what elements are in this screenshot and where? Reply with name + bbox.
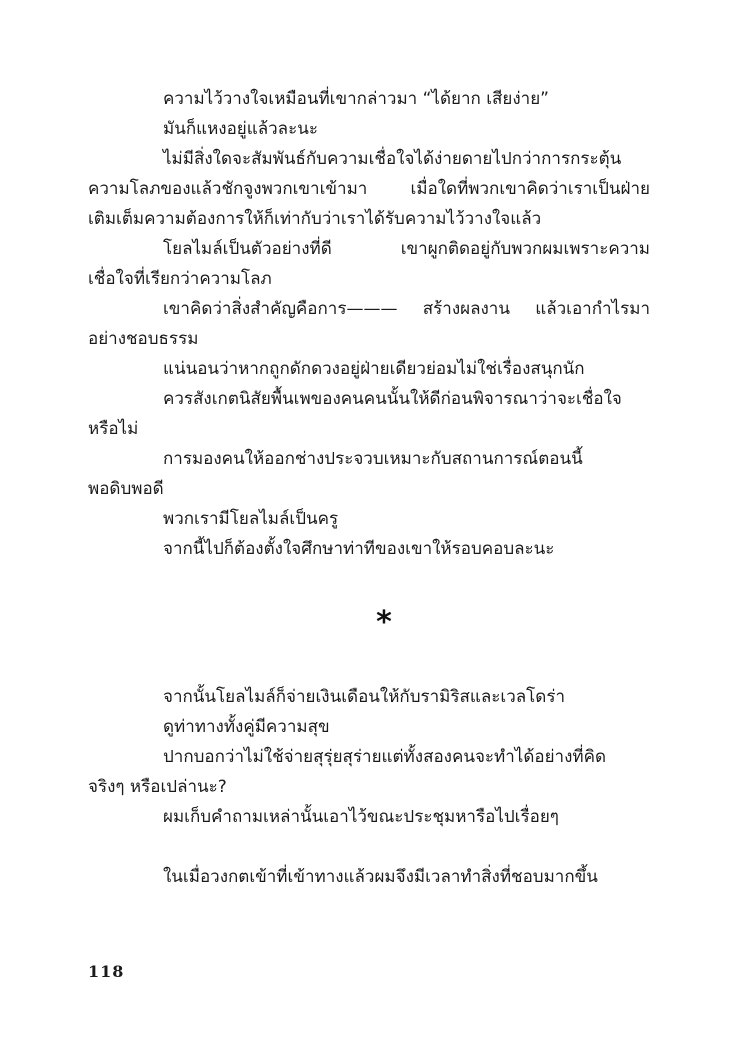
text-line-10: แน่นอนว่าหากถูกดักดวงอยู่ฝ่ายเดียวย่อมไม่ใช่เรื่องสนุกนัก	[163, 359, 585, 379]
text-line-16: จากนี้ไปก็ต้องตั้งใจศึกษาท่าทีของเขาให้รอบคอบละนะ	[163, 539, 555, 559]
text-line-1: ความไว้วางใจเหมือนที่เขากล่าวมา “ได้ยาก เสียง่าย”	[163, 89, 549, 109]
body-text	[88, 84, 650, 892]
text-line-12: หรือไม่	[88, 419, 139, 439]
scene-separator-asterisk: *	[376, 605, 392, 640]
text-line-4: ความโลภของแล้วชักจูงพวกเขาเข้ามา เมื่อใดที่พวกเขาคิดว่าเราเป็นฝ่าย	[88, 179, 650, 199]
text-line-2: มันก็แหงอยู่แล้วละนะ	[163, 119, 318, 139]
text-line-9: อย่างชอบธรรม	[88, 329, 199, 349]
paragraph-gap	[88, 832, 650, 862]
text-line-5: เติมเต็มความต้องการให้ก็เท่ากับว่าเราได้รับความไว้วางใจแล้ว	[88, 209, 542, 229]
text-line-13: การมองคนให้ออกช่างประจวบเหมาะกับสถานการณ์ตอนนี้	[163, 449, 583, 469]
text-line-8: เขาคิดว่าสิ่งสำคัญคือการ——— สร้างผลงาน แล้วเอากำไรมา	[163, 299, 650, 319]
section-gap-top	[88, 564, 650, 608]
text-line-7: เชื่อใจที่เรียกว่าความโลภ	[88, 269, 272, 289]
text-line-19: ปากบอกว่าไม่ใช้จ่ายสุรุ่ยสุร่ายแต่ทั้งสองคนจะทำได้อย่างที่คิด	[163, 747, 607, 767]
text-line-14: พอดิบพอดี	[88, 479, 164, 499]
text-line-17: จากนั้นโยลไมล์ก็จ่ายเงินเดือนให้กับรามิริสและเวลโดร่า	[163, 687, 566, 707]
text-line-21: ผมเก็บคำถามเหล่านั้นเอาไว้ขณะประชุมหารือไปเรื่อยๆ	[163, 807, 559, 827]
page-number: 118	[88, 962, 125, 981]
text-line-15: พวกเรามีโยลไมล์เป็นครู	[163, 509, 339, 529]
text-line-6: โยลไมล์เป็นตัวอย่างที่ดี เขาผูกติดอยู่กับพวกผมเพราะความ	[163, 239, 650, 259]
text-line-11: ควรสังเกตนิสัยพื้นเพของคนคนนั้นให้ดีก่อนพิจารณาว่าจะเชื่อใจ	[163, 389, 622, 409]
text-line-18: ดูท่าทางทั้งคู่มีความสุข	[163, 717, 330, 737]
text-line-22: ในเมื่อวงกตเข้าที่เข้าทางแล้วผมจึงมีเวลาทำสิ่งที่ชอบมากขึ้น	[163, 867, 598, 887]
text-line-20: จริงๆ หรือเปล่านะ?	[88, 777, 227, 797]
section-gap-bottom	[88, 638, 650, 682]
text-line-3: ไม่มีสิ่งใดจะสัมพันธ์กับความเชื่อใจได้ง่ายดายไปกว่าการกระตุ้น	[163, 149, 622, 169]
